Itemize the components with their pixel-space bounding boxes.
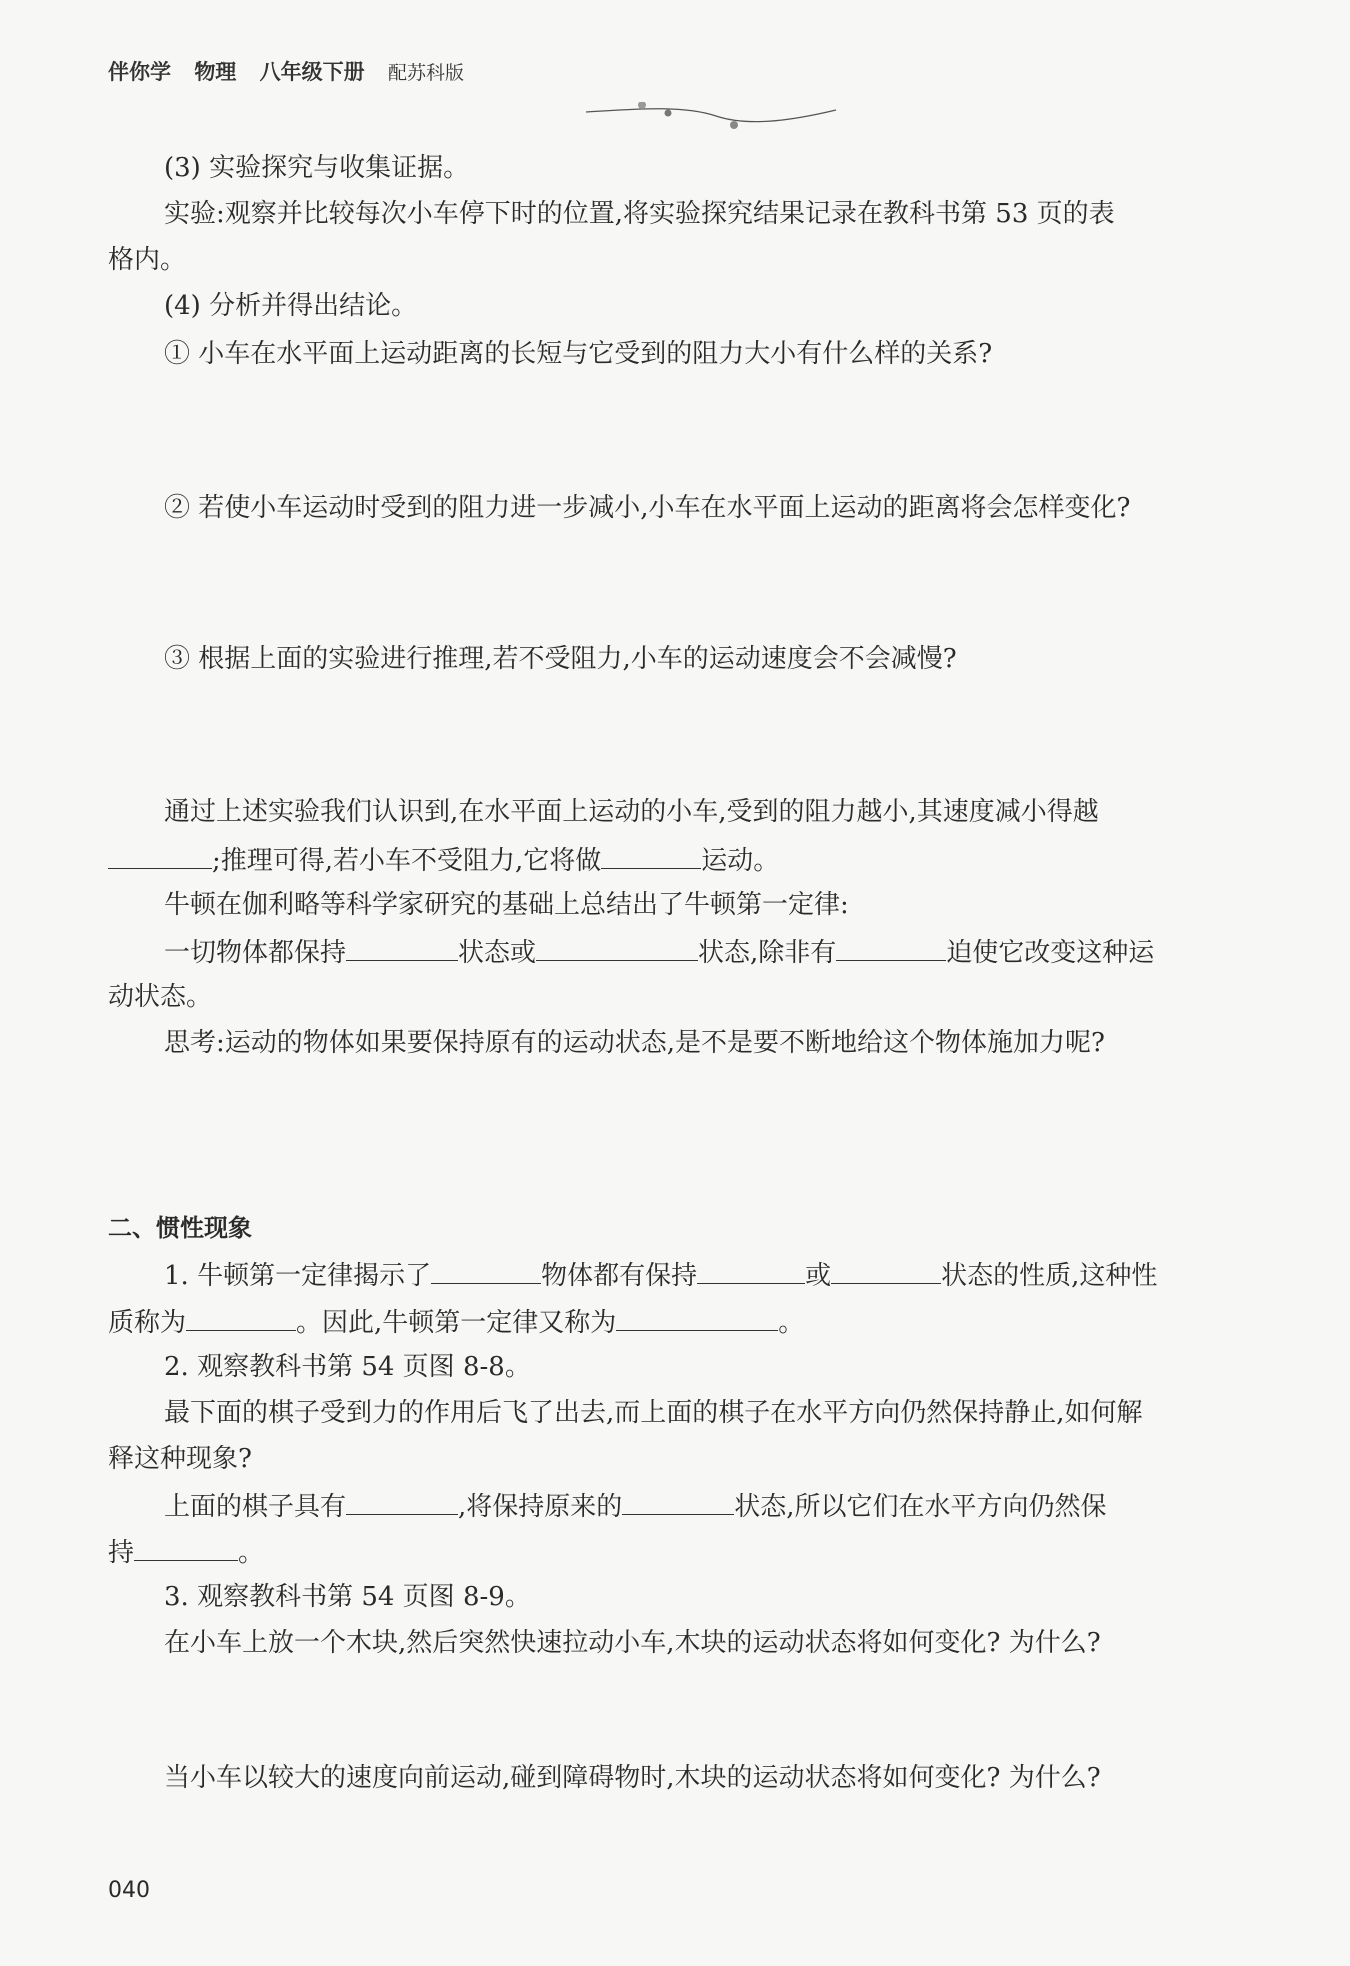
- question-1: ① 小车在水平面上运动距离的长短与它受到的阻力大小有什么样的关系?: [164, 339, 993, 369]
- subject-name: 物理: [194, 60, 237, 84]
- fill-blank[interactable]: [346, 934, 458, 961]
- page-number: 040: [108, 1878, 150, 1903]
- step-4: (4) 分析并得出结论。: [164, 291, 418, 321]
- item-2-answer-b: [108, 1534, 264, 1570]
- fill-blank[interactable]: [108, 842, 212, 869]
- item1-text-5: 质称为: [108, 1308, 187, 1338]
- newton-intro: 牛顿在伽利略等科学家研究的基础上总结出了牛顿第一定律:: [164, 890, 849, 920]
- item-2-question-b: 释这种现象?: [108, 1444, 252, 1474]
- header-wave-decoration: [586, 102, 846, 132]
- item-3-question-1: 在小车上放一个木块,然后突然快速拉动小车,木块的运动状态将如何变化? 为什么?: [164, 1628, 1101, 1658]
- item-3: 3. 观察教科书第 54 页图 8-9。: [164, 1582, 531, 1612]
- fill-blank[interactable]: [836, 934, 946, 961]
- item1-text-2: 物体都有保持: [541, 1261, 698, 1291]
- item2-ans-text-1: 上面的棋子具有: [164, 1492, 347, 1522]
- fill-blank[interactable]: [346, 1488, 458, 1515]
- fill-blank[interactable]: [697, 1257, 805, 1284]
- item-1-line-a: [164, 1257, 1157, 1293]
- item-2-answer-a: [164, 1488, 1107, 1524]
- newton-law-line-a: [164, 934, 1154, 970]
- fill-blank[interactable]: [616, 1304, 778, 1331]
- item2-ans-text-5: 。: [238, 1538, 265, 1568]
- summary-text-2: 运动。: [701, 846, 780, 876]
- law-text-3: 状态,除非有: [698, 938, 837, 968]
- item2-ans-text-3: 状态,所以它们在水平方向仍然保: [734, 1492, 1107, 1522]
- item1-text-4: 状态的性质,这种性: [941, 1261, 1158, 1291]
- step-3: (3) 实验探究与收集证据。: [164, 153, 470, 183]
- section-title-inertia: 二、惯性现象: [108, 1214, 252, 1242]
- header-title: [108, 56, 480, 86]
- law-text-1: 一切物体都保持: [164, 938, 347, 968]
- fill-blank[interactable]: [186, 1304, 296, 1331]
- summary-line-b: [108, 842, 779, 878]
- item-1-line-b: [108, 1304, 804, 1340]
- think-question: 思考:运动的物体如果要保持原有的运动状态,是不是要不断地给这个物体施加力呢?: [164, 1028, 1105, 1058]
- item-2: 2. 观察教科书第 54 页图 8-8。: [164, 1352, 531, 1382]
- series-name: 伴你学: [108, 60, 171, 84]
- question-2: ② 若使小车运动时受到的阻力进一步减小,小车在水平面上运动的距离将会怎样变化?: [164, 493, 1131, 523]
- item-3-question-2: 当小车以较大的速度向前运动,碰到障碍物时,木块的运动状态将如何变化? 为什么?: [164, 1763, 1101, 1793]
- fill-blank[interactable]: [831, 1257, 941, 1284]
- fill-blank[interactable]: [536, 934, 698, 961]
- fill-blank[interactable]: [601, 842, 701, 869]
- edition-name: 配苏科版: [387, 62, 464, 84]
- law-text-2: 状态或: [458, 938, 537, 968]
- experiment-text-b: 格内。: [108, 245, 187, 275]
- item1-text-1: 1. 牛顿第一定律揭示了: [164, 1261, 432, 1291]
- item1-text-3: 或: [805, 1261, 832, 1291]
- summary-line-a: 通过上述实验我们认识到,在水平面上运动的小车,受到的阻力越小,其速度减小得越: [164, 797, 1099, 827]
- fill-blank[interactable]: [431, 1257, 541, 1284]
- fill-blank[interactable]: [622, 1488, 734, 1515]
- summary-text-1: ;推理可得,若小车不受阻力,它将做: [212, 846, 602, 876]
- newton-law-line-b: 动状态。: [108, 982, 213, 1012]
- grade-name: 八年级下册: [259, 60, 365, 84]
- item2-ans-text-2: ,将保持原来的: [458, 1492, 623, 1522]
- law-text-4: 迫使它改变这种运: [946, 938, 1155, 968]
- item1-text-6: 。因此,牛顿第一定律又称为: [296, 1308, 617, 1338]
- item-2-question-a: 最下面的棋子受到力的作用后飞了出去,而上面的棋子在水平方向仍然保持静止,如何解: [164, 1398, 1143, 1428]
- question-3: ③ 根据上面的实验进行推理,若不受阻力,小车的运动速度会不会减慢?: [164, 644, 957, 674]
- item2-ans-text-4: 持: [108, 1538, 135, 1568]
- experiment-text-a: 实验:观察并比较每次小车停下时的位置,将实验探究结果记录在教科书第 53 页的表: [164, 199, 1115, 229]
- fill-blank[interactable]: [134, 1534, 238, 1561]
- item1-text-7: 。: [778, 1308, 805, 1338]
